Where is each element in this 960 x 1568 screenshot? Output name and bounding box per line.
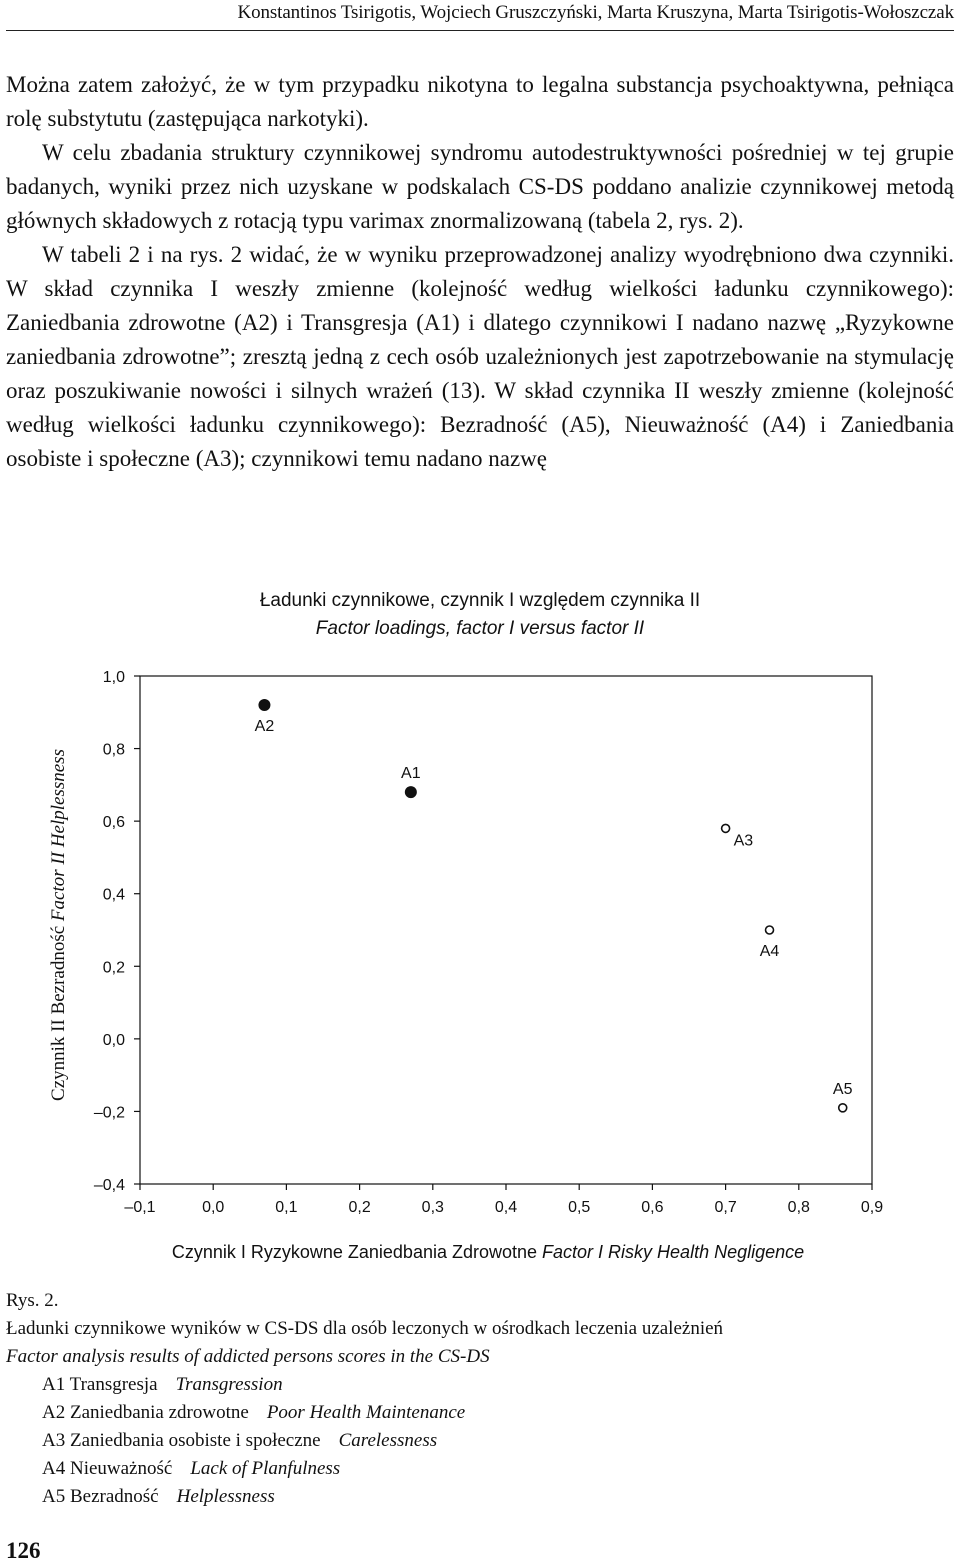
running-header: Konstantinos Tsirigotis, Wojciech Gruszczyński, Marta Kruszyna, Marta Tsirigotis-Wołoszczak	[237, 2, 954, 23]
data-point-a2	[258, 699, 270, 711]
data-label-a1: A1	[401, 765, 421, 783]
y-tick-label: 0,2	[102, 959, 125, 977]
x-tick-label: 0,4	[494, 1199, 518, 1216]
data-point-a3	[722, 824, 730, 832]
paragraph-1: Można zatem założyć, że w tym przypadku nikotyna to legalna substancja psychoaktywna, pełniąca rolę substytutu (zastępująca narkotyki).	[6, 72, 954, 131]
x-tick-label: 0,5	[568, 1199, 591, 1216]
body-text	[6, 68, 954, 476]
legend-item: A5 Bezradność Helplessness	[42, 1486, 275, 1507]
data-label-a2: A2	[254, 718, 275, 736]
y-tick-label: –0,4	[93, 1177, 125, 1194]
data-label-a4: A4	[759, 943, 780, 960]
y-tick-label: 0,4	[102, 886, 125, 904]
legend-item: A4 Nieuważność Lack of Planfulness	[42, 1458, 341, 1479]
figure-caption-en: Factor analysis results of addicted persons scores in the CS-DS	[6, 1346, 490, 1367]
legend-item: A2 Zaniedbania zdrowotne Poor Health Maintenance	[42, 1402, 466, 1423]
data-point-a5	[839, 1104, 847, 1112]
x-axis-label: Czynnik I Ryzykowne Zaniedbania Zdrowotne Factor I Risky Health Negligence	[171, 1242, 805, 1262]
scatter-plot	[0, 640, 960, 1280]
x-tick-label: 0,6	[641, 1199, 664, 1216]
x-tick-label: 0,9	[860, 1199, 884, 1216]
x-tick-label: 0,7	[714, 1199, 737, 1216]
x-tick-label: –0,1	[124, 1199, 156, 1216]
data-label-a3: A3	[733, 832, 754, 850]
y-tick-label: 1,0	[102, 669, 125, 686]
x-tick-label: 0,8	[787, 1199, 810, 1216]
chart-subtitle: Factor loadings, factor I versus factor II	[315, 618, 645, 639]
legend-item: A1 Transgresja Transgression	[42, 1374, 283, 1395]
y-tick-label: –0,2	[93, 1104, 125, 1122]
x-tick-label: 0,2	[348, 1199, 371, 1216]
figure-label: Rys. 2.	[6, 1290, 59, 1311]
chart-title: Ładunki czynnikowe, czynnik I względem czynnika II	[259, 590, 701, 611]
header-rule	[6, 30, 954, 31]
y-axis-label: Czynnik II Bezradność Factor II Helplessness	[48, 749, 69, 1101]
data-label-a5: A5	[832, 1080, 853, 1098]
data-point-a4	[766, 926, 774, 934]
plot-frame	[140, 676, 872, 1184]
figure-caption-pl: Ładunki czynnikowe wyników w CS-DS dla osób leczonych w ośrodkach leczenia uzależnień	[6, 1318, 724, 1339]
data-point-a1	[405, 786, 417, 798]
y-tick-label: 0,0	[102, 1031, 125, 1049]
y-tick-label: 0,8	[102, 741, 125, 759]
page-number: 126	[6, 1538, 41, 1563]
x-tick-label: 0,3	[421, 1199, 444, 1216]
legend-item: A3 Zaniedbania osobiste i społeczne Carelessness	[42, 1430, 438, 1451]
x-tick-label: 0,1	[275, 1199, 298, 1216]
y-tick-label: 0,6	[102, 814, 125, 832]
x-tick-label: 0,0	[202, 1199, 225, 1216]
paragraph-3: W tabeli 2 i na rys. 2 widać, że w wyniku przeprowadzonej analizy wyodrębniono dwa czynniki. W skład czynnika I weszły zmienne (kolejność według wielkości ładunku czynnikowego): Zaniedbania zdrowotne (A2) i Transgresja (A1) i dlatego czynnikowi I nadano nazwę „Ryzykowne zaniedbania zdrowotne”; zresztą jedną z cech osób uzależnionych jest zapotrzebowanie na stymulację oraz poszukiwanie nowości i silnych wrażeń (13). W skład czynnika II weszły zmienne (kolejność według wielkości ładunku czynnikowego): Bezradność (A5), Nieuważność (A4) i Zaniedbania osobiste i społeczne (A3); czynnikowi temu nadano nazwę	[6, 242, 954, 471]
paragraph-2: W celu zbadania struktury czynnikowej syndromu autodestruktywności pośredniej w tej grupie badanych, wyniki przez nich uzyskane w podskalach CS-DS poddano analizie czynnikowej metodą głównych składowych z rotacją typu varimax znormalizowaną (tabela 2, rys. 2).	[6, 140, 954, 233]
